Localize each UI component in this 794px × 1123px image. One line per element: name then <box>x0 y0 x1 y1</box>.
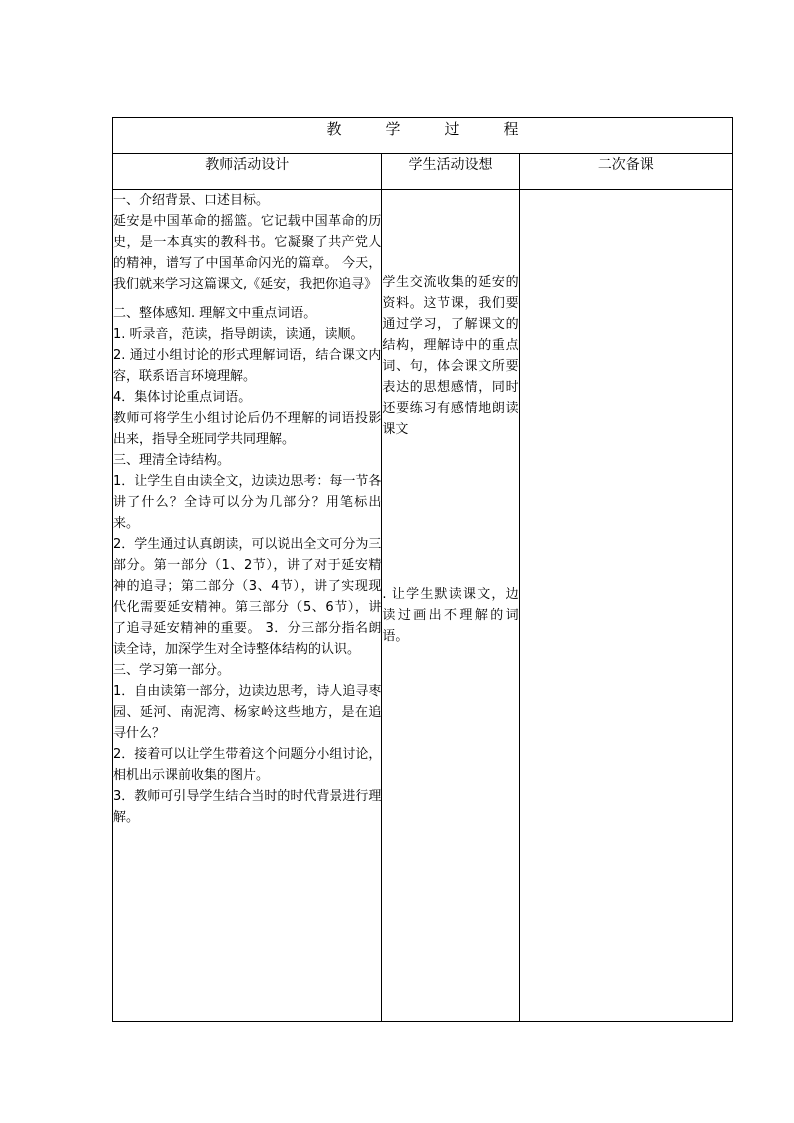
teacher-line: 3．教师可引导学生结合当时的时代背景进行理解。 <box>113 789 382 825</box>
teacher-line: 二、整体感知. 理解文中重点词语。 <box>113 306 317 321</box>
teacher-line: 三、学习第一部分。 <box>113 663 231 678</box>
header-row <box>113 154 733 190</box>
student-block: . 让学生默读课文，边读过画出不理解的词语。 <box>382 587 519 644</box>
teacher-line: 1．自由读第一部分，边读边思考，诗人追寻枣园、延河、南泥湾、杨家岭这些地方，是在追寻什么？ <box>113 684 382 741</box>
teacher-line: 1．让学生自由读全文，边读边思考：每一节各讲了什么？全诗可以分为几部分？用笔标出来。 <box>113 474 382 531</box>
title-char: 学 <box>385 120 401 138</box>
header-revision: 二次备课 <box>519 154 732 190</box>
title-char: 过 <box>444 120 460 138</box>
lesson-process-table <box>112 117 733 1022</box>
teacher-line: 三、理清全诗结构。 <box>113 453 231 468</box>
teacher-line: 4．集体讨论重点词语。 <box>113 390 252 405</box>
teacher-line: 1. 听录音，范读，指导朗读，读通，读顺。 <box>113 327 364 342</box>
title-char: 教 <box>326 120 342 138</box>
teacher-line: 2. 通过小组讨论的形式理解词语，结合课文内容，联系语言环境理解。 <box>113 348 382 384</box>
student-activities-cell <box>382 190 519 1022</box>
teacher-activities-cell <box>113 190 382 1022</box>
table-title-cell <box>113 118 733 154</box>
teacher-line: 延安是中国革命的摇篮。它记载中国革命的历史，是一本真实的教科书。它凝聚了共产党人的精神，谱写了中国革命闪光的篇章。 今天，我们就来学习这篇课文,《延安，我把你追寻》 <box>113 214 382 292</box>
header-student: 学生活动设想 <box>382 154 519 190</box>
student-block: 学生交流收集的延安的资料。这节课，我们要通过学习，了解课文的结构，理解诗中的重点词、句，体会课文所要表达的思想感情，同时还要练习有感情地朗读课文 <box>382 275 519 437</box>
table-title <box>304 120 540 138</box>
teacher-line: 2．接着可以让学生带着这个问题分小组讨论，相机出示课前收集的图片。 <box>113 747 382 783</box>
header-teacher: 教师活动设计 <box>113 154 382 190</box>
content-row <box>113 190 733 1022</box>
teacher-line: 教师可将学生小组讨论后仍不理解的词语投影出来，指导全班同学共同理解。 <box>113 411 382 447</box>
revision-cell <box>519 190 732 1022</box>
title-row <box>113 118 733 154</box>
teacher-line: 一、介绍背景、口述目标。 <box>113 193 270 208</box>
title-char: 程 <box>503 120 519 138</box>
teacher-line: 2．学生通过认真朗读，可以说出全文可分为三部分。第一部分（1、2节），讲了对于延安精神的追寻；第二部分（3、4节），讲了实现现代化需要延安精神。第三部分（5、6节），讲了追寻延安精神的重要。 3．分三部分指名朗读全诗，加深学生对全诗整体结构的认识。 <box>113 537 382 657</box>
